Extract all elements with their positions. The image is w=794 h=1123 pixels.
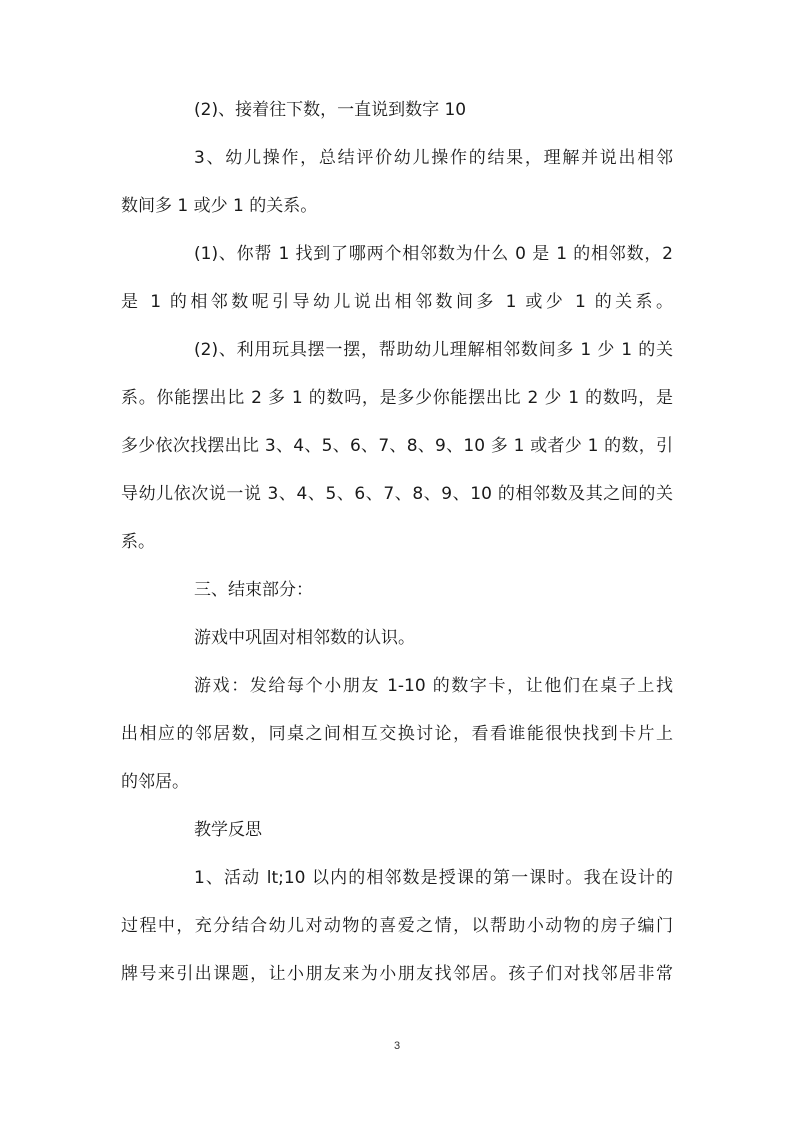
text-line: 的邻居。 [121,772,189,792]
text-line: (2)、接着往下数，一直说到数字 10 [194,100,467,120]
text-line: (1)、你帮 1 找到了哪两个相邻数为什么 0 是 1 的相邻数，2 [194,244,673,264]
text-line: 牌号来引出课题，让小朋友来为小朋友找邻居。孩子们对找邻居非常 [121,964,673,984]
page-number: 3 [393,1040,401,1052]
section-heading: 三、结束部分： [194,580,313,600]
text-line: 是 1 的相邻数呢引导幼儿说出相邻数间多 1 或少 1 的关系。 [121,292,673,312]
text-line: 系。 [121,532,155,552]
section-heading: 教学反思 [194,820,262,840]
text-line: 1、活动 lt;10 以内的相邻数是授课的第一课时。我在设计的 [194,868,673,888]
text-line: 3、幼儿操作，总结评价幼儿操作的结果，理解并说出相邻 [194,148,673,168]
text-line: 多少依次找摆出比 3、4、5、6、7、8、9、10 多 1 或者少 1 的数，引 [121,436,673,456]
text-line: 过程中，充分结合幼儿对动物的喜爱之情，以帮助小动物的房子编门 [121,916,673,936]
text-line: 出相应的邻居数，同桌之间相互交换讨论，看看谁能很快找到卡片上 [121,724,673,744]
text-line: 游戏：发给每个小朋友 1-10 的数字卡，让他们在桌子上找 [194,676,673,696]
text-line: 导幼儿依次说一说 3、4、5、6、7、8、9、10 的相邻数及其之间的关 [121,484,673,504]
text-line: 游戏中巩固对相邻数的认识。 [194,628,415,648]
text-line: (2)、利用玩具摆一摆，帮助幼儿理解相邻数间多 1 少 1 的关 [194,340,673,360]
text-line: 系。你能摆出比 2 多 1 的数吗，是多少你能摆出比 2 少 1 的数吗，是 [121,388,673,408]
text-line: 数间多 1 或少 1 的关系。 [121,196,318,216]
